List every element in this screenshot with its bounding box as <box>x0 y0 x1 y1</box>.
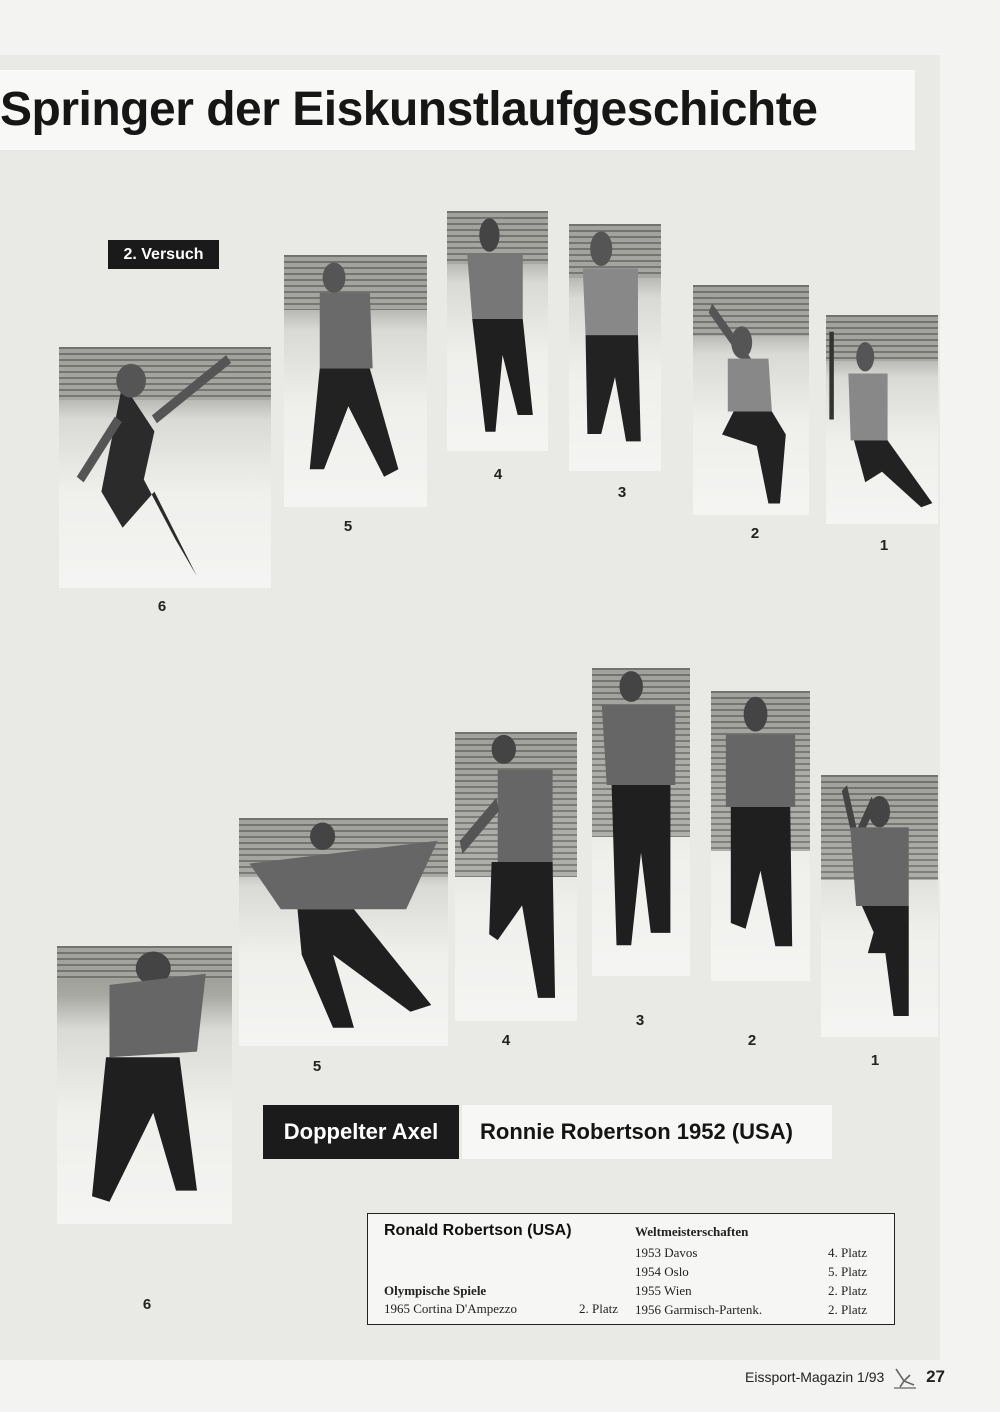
top-photo-5 <box>284 255 427 507</box>
bottom-frame-number: 6 <box>142 1296 152 1313</box>
skater-logo-icon <box>892 1367 918 1389</box>
bottom-frame-number: 1 <box>870 1052 880 1069</box>
olympics-place: 2. Platz <box>579 1301 618 1316</box>
bottom-photo-1 <box>821 775 938 1037</box>
world-championships-heading: Weltmeisterschaften <box>635 1224 749 1239</box>
skater-figure <box>711 691 810 981</box>
top-photo-6 <box>59 347 271 588</box>
page-title: Springer der Eiskunstlaufgeschichte <box>0 83 818 136</box>
world-place: 2. Platz <box>828 1283 867 1298</box>
top-frame-number: 5 <box>343 518 353 535</box>
olympics-row <box>384 1301 618 1317</box>
bottom-photo-3 <box>592 668 690 976</box>
skater-figure <box>239 818 448 1046</box>
page-number: 27 <box>926 1367 945 1386</box>
bottom-frame-number: 4 <box>501 1032 511 1049</box>
magazine-name: Eissport-Magazin 1/93 <box>745 1369 885 1385</box>
world-event: 1954 Oslo <box>635 1264 689 1279</box>
world-row <box>635 1300 867 1319</box>
world-row <box>635 1281 867 1300</box>
skater-figure <box>821 775 938 1037</box>
top-frame-number: 2 <box>750 525 760 542</box>
skater-figure <box>569 224 661 471</box>
top-frame-number: 1 <box>879 537 889 554</box>
world-event: 1956 Garmisch-Partenk. <box>635 1302 763 1317</box>
world-row <box>635 1243 867 1262</box>
top-frame-number: 4 <box>493 466 503 483</box>
top-photo-3 <box>569 224 661 471</box>
skater-figure <box>826 315 938 524</box>
top-photo-2 <box>693 285 809 515</box>
world-row <box>635 1262 867 1281</box>
top-frame-number: 6 <box>157 598 167 615</box>
top-photo-1 <box>826 315 938 524</box>
skater-figure <box>59 347 271 588</box>
world-place: 4. Platz <box>828 1245 867 1260</box>
top-frame-number: 3 <box>617 484 627 501</box>
jump-name-label: Doppelter Axel <box>263 1105 459 1159</box>
top-photo-4 <box>447 211 548 451</box>
skater-figure <box>447 211 548 451</box>
bottom-photo-4 <box>455 732 577 1021</box>
skater-figure <box>284 255 427 507</box>
olympics-event: 1965 Cortina D'Ampezzo <box>384 1301 518 1316</box>
world-place: 5. Platz <box>828 1264 867 1279</box>
attempt-badge: 2. Versuch <box>108 240 219 269</box>
skater-figure <box>455 732 577 1021</box>
bottom-frame-number: 5 <box>312 1058 322 1075</box>
record-box <box>367 1213 895 1325</box>
bottom-frame-number: 3 <box>635 1012 645 1029</box>
page-footer <box>745 1366 945 1389</box>
world-event: 1955 Wien <box>635 1283 692 1298</box>
world-event: 1953 Davos <box>635 1245 698 1260</box>
bottom-frame-number: 2 <box>747 1032 757 1049</box>
skater-figure <box>57 946 232 1224</box>
bottom-photo-6 <box>57 946 232 1224</box>
skater-figure <box>693 285 809 515</box>
skater-name-label: Ronnie Robertson 1952 (USA) <box>462 1105 832 1159</box>
world-place: 2. Platz <box>828 1302 867 1317</box>
skater-figure <box>592 668 690 976</box>
world-championships-list <box>635 1243 867 1319</box>
olympics-heading: Olympische Spiele <box>384 1283 487 1298</box>
bottom-photo-5 <box>239 818 448 1046</box>
bottom-photo-2 <box>711 691 810 981</box>
record-skater-name: Ronald Robertson (USA) <box>384 1222 572 1239</box>
